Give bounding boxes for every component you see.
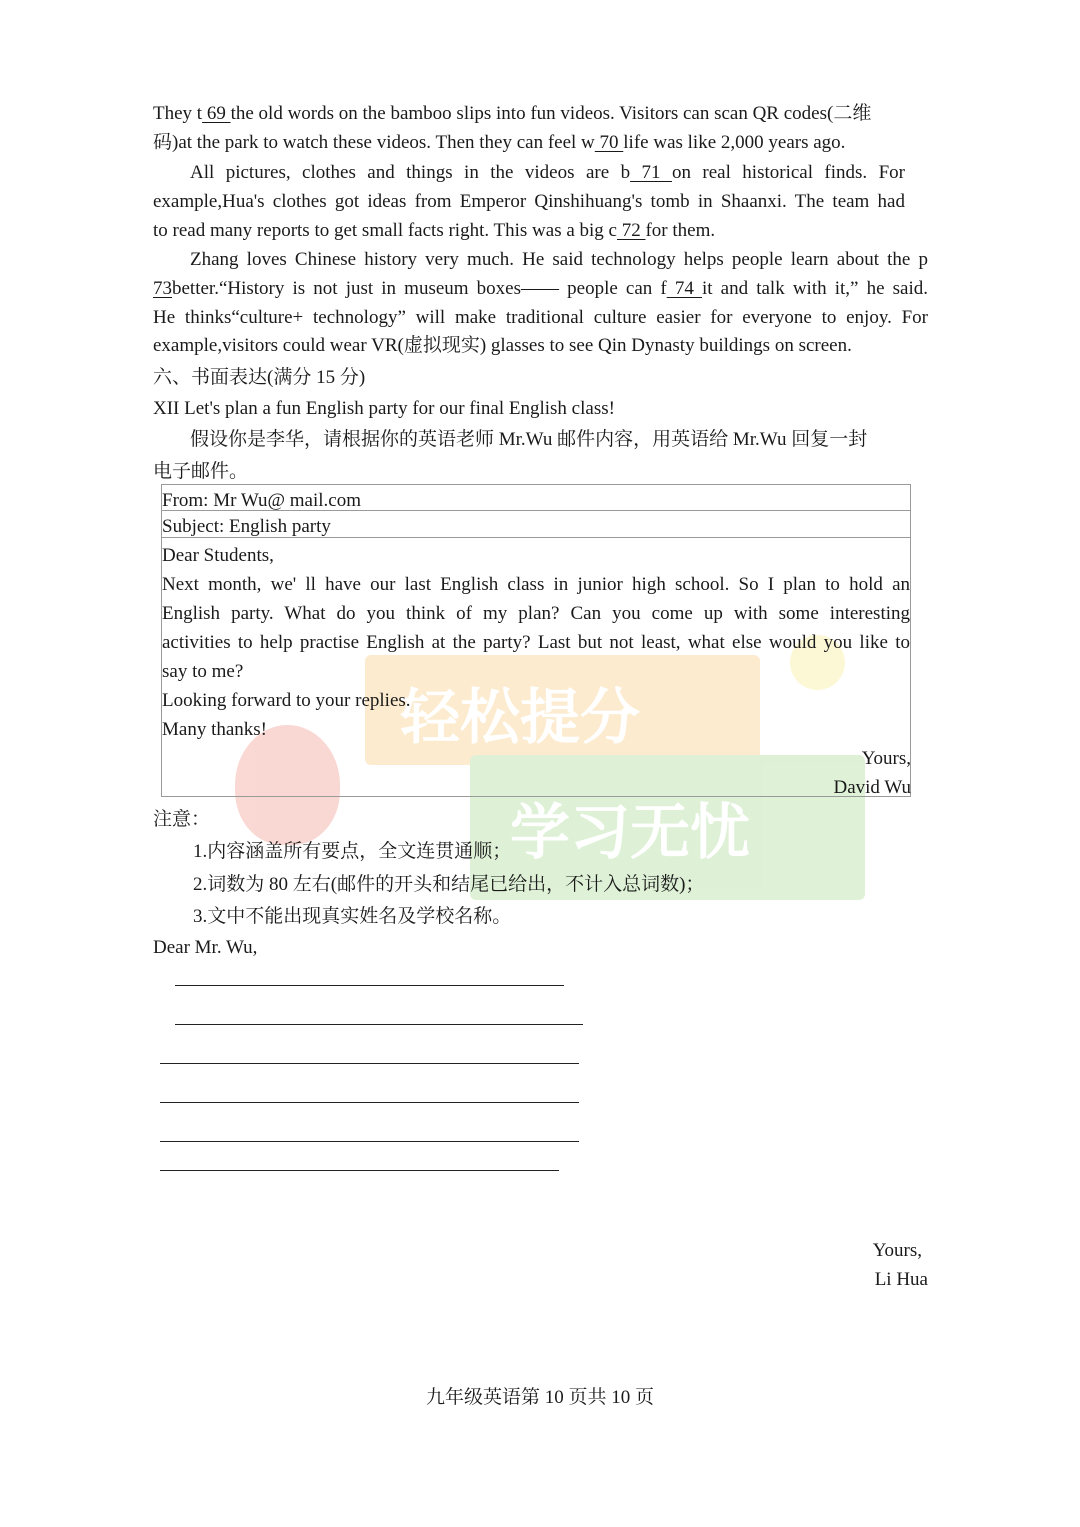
text: the old words on the bamboo slips into fun videos. Visitors can scan QR codes(二维 [230, 103, 872, 124]
passage-line-9: example,visitors could wear VR(虚拟现实) glasses to see Qin Dynasty buildings on screen. [153, 335, 852, 356]
note-1: 1.内容涵盖所有要点，全文连贯通顺； [193, 841, 512, 862]
passage-line-1 [153, 99, 928, 128]
passage-line-2 [153, 128, 928, 157]
writing-line-5[interactable] [160, 1141, 579, 1142]
writing-line-6[interactable] [160, 1170, 559, 1171]
task-instruction-2: 电子邮件。 [153, 461, 249, 482]
email-body-4: say to me? [162, 661, 244, 682]
email-sign-yours: Yours, [861, 748, 911, 769]
passage-line-7 [153, 274, 928, 303]
text: better.“History is not just in museum boxes—— people can f [172, 278, 667, 299]
notes-title: 注意： [153, 809, 211, 830]
passage-line-3 [190, 158, 905, 187]
task-title: XII Let's plan a fun English party for our final English class! [153, 398, 615, 419]
text: They t [153, 103, 203, 124]
text: 码)at the park to watch these videos. Then they can feel w [153, 132, 595, 153]
blank-71: 71 [630, 162, 672, 183]
text: for them. [645, 220, 716, 241]
note-3: 3.文中不能出现真实姓名及学校名称。 [193, 906, 512, 927]
section-heading: 六、书面表达(满分 15 分) [153, 367, 366, 388]
text: All pictures, clothes and things in the videos are b [190, 162, 631, 183]
email-subject: Subject: English party [162, 516, 331, 537]
text: to read many reports to get small facts right. This was a big c [153, 220, 617, 241]
blank-74: 74 [666, 278, 702, 299]
blank-73: 73 [153, 278, 172, 299]
passage-line-5 [153, 216, 928, 245]
passage-line-4: example,Hua's clothes got ideas from Emperor Qinshihuang's tomb in Shaanxi. The team had [153, 191, 905, 212]
task-instruction-1: 假设你是李华，请根据你的英语老师 Mr.Wu 邮件内容，用英语给 Mr.Wu 回复一封 [190, 429, 868, 450]
writing-line-2[interactable] [175, 1024, 583, 1025]
passage-line-6: Zhang loves Chinese history very much. He said technology helps people learn about the p [190, 249, 928, 270]
writing-line-4[interactable] [160, 1102, 579, 1103]
watermark-text-1: 轻松提分 [400, 683, 640, 753]
page-footer: 九年级英语第 10 页共 10 页 [425, 1387, 654, 1408]
text: life was like 2,000 years ago. [623, 132, 846, 153]
writing-line-3[interactable] [160, 1063, 579, 1064]
email-body-3: activities to help practise English at the party? Last but not least, what else would you like to [162, 632, 910, 653]
blank-72: 72 [616, 220, 646, 241]
email-greeting: Dear Students, [162, 545, 274, 566]
blank-70: 70 [594, 132, 624, 153]
reply-sign-name: Li Hua [874, 1269, 928, 1290]
text: on real historical finds. For [671, 162, 906, 183]
text: it and talk with it,” he said. [701, 278, 928, 299]
email-closing-1: Looking forward to your replies. [162, 690, 411, 711]
reply-greeting: Dear Mr. Wu, [153, 937, 258, 958]
note-2: 2.词数为 80 左右(邮件的开头和结尾已给出，不计入总词数)； [193, 874, 705, 895]
email-body-1: Next month, we' ll have our last English class in junior high school. So I plan to hold an [162, 574, 910, 595]
watermark-text-2: 学习无忧 [510, 798, 750, 868]
email-sign-name: David Wu [833, 777, 911, 798]
reply-sign-yours: Yours, [872, 1240, 922, 1261]
email-closing-2: Many thanks! [162, 719, 268, 740]
email-body-2: English party. What do you think of my plan? Can you come up with some interesting [162, 603, 910, 624]
passage-line-8: He thinks“culture+ technology” will make traditional culture easier for everyone to enjoy. For [153, 307, 928, 328]
writing-line-1[interactable] [175, 985, 564, 986]
email-from: From: Mr Wu@ mail.com [162, 490, 361, 511]
blank-69: 69 [202, 103, 231, 124]
